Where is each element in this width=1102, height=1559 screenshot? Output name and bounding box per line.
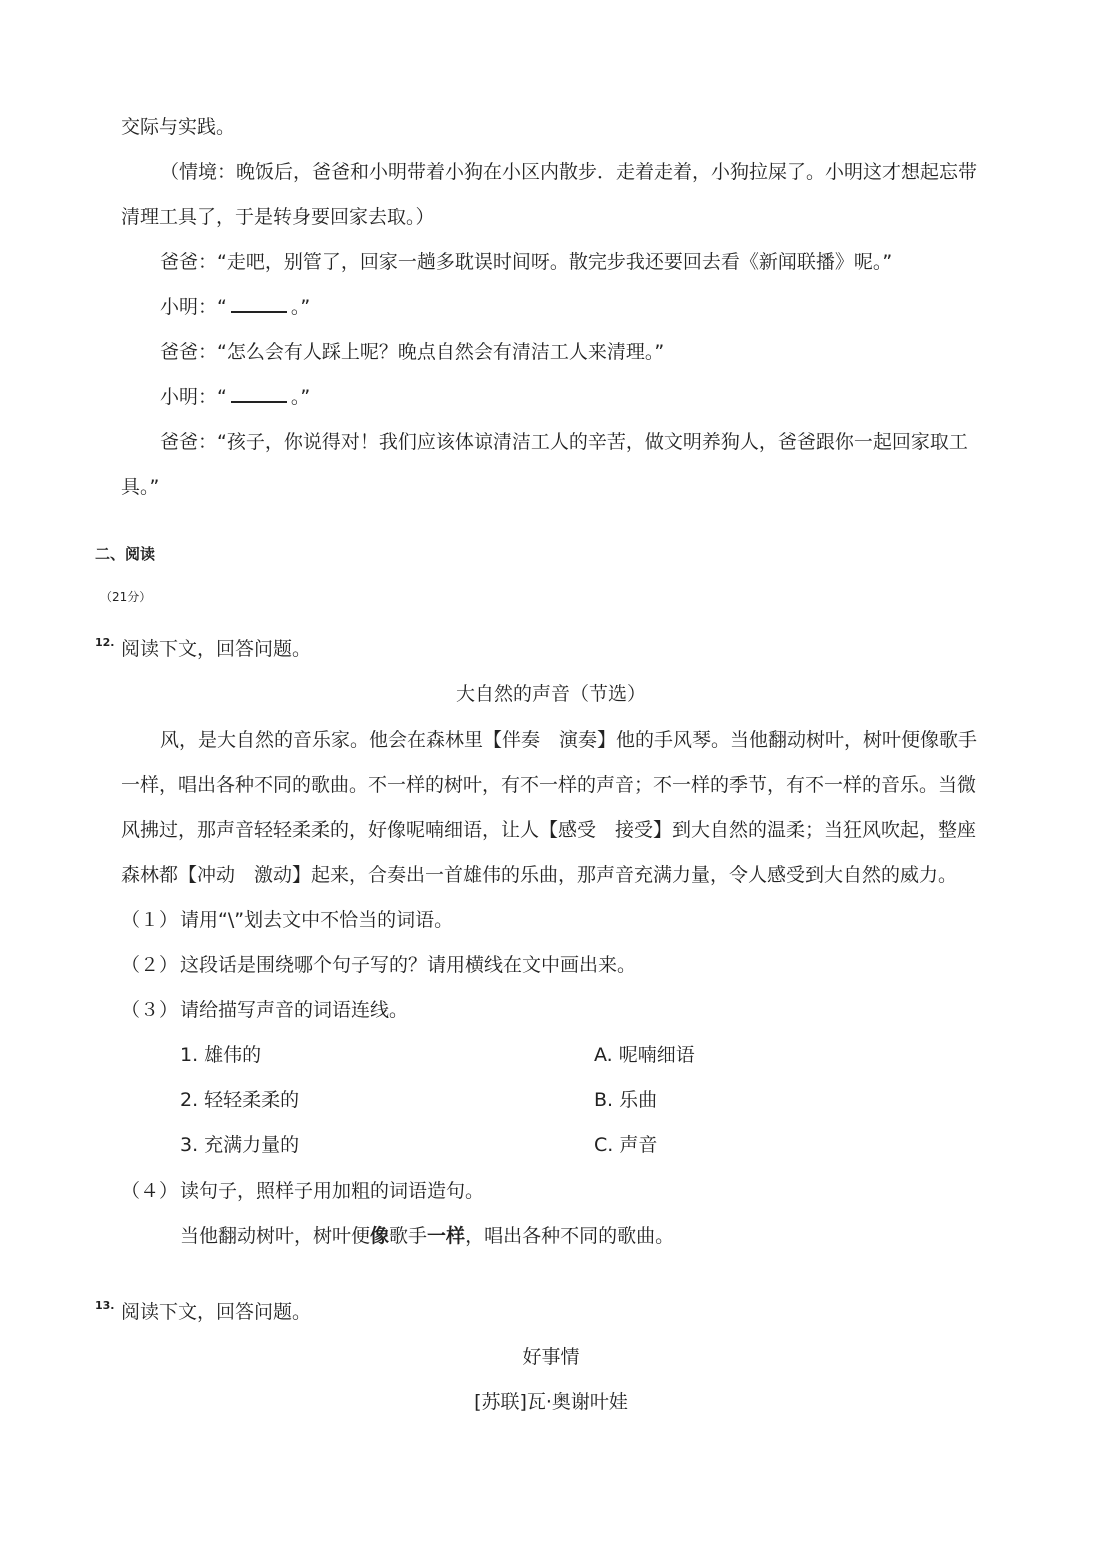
example-bold-word: 一样 xyxy=(427,1225,466,1247)
sub-question-1-number: （１） xyxy=(121,909,179,931)
sub-question-2-number: （２） xyxy=(121,954,179,976)
sub-question-1-text: 请用“\”划去文中不恰当的词语。 xyxy=(180,909,454,931)
example-text: ，唱出各种不同的歌曲。 xyxy=(465,1225,675,1247)
passage-line-1: 风，是大自然的音乐家。他会在森林里【伴奏 演奏】他的手风琴。当他翻动树叶，树叶便像歌手 xyxy=(160,729,978,751)
answer-blank[interactable] xyxy=(231,295,287,313)
passage-title: 大自然的声音（节选） xyxy=(455,683,646,705)
dialog-suffix: 。” xyxy=(290,296,311,318)
passage-line-4: 森林都【冲动 激动】起来，合奏出一首雄伟的乐曲，那声音充满力量，令人感受到大自然的威力。 xyxy=(121,864,958,886)
match-right-item: A. 呢喃细语 xyxy=(594,1044,695,1066)
match-right-item: C. 声音 xyxy=(594,1134,658,1156)
context-line-2: 清理工具了，于是转身要回家去取。） xyxy=(121,206,435,228)
sub-question-4-text: 读句子，照样子用加粗的词语造句。 xyxy=(180,1180,485,1202)
section-score: （21分） xyxy=(100,590,152,604)
dialog-xiaoming-2 xyxy=(160,385,310,409)
dialog-dad-1: 爸爸：“走吧，别管了，回家一趟多耽误时间呀。散完步我还要回去看《新闻联播》呢。” xyxy=(160,251,893,273)
dialog-xiaoming-1 xyxy=(160,295,310,319)
question-prompt: 阅读下文，回答问题。 xyxy=(121,638,312,660)
sub-question-3-text: 请给描写声音的词语连线。 xyxy=(180,999,409,1021)
sub-question-2-text: 这段话是围绕哪个句子写的？请用横线在文中画出来。 xyxy=(180,954,637,976)
section-title: 交际与实践。 xyxy=(121,116,236,138)
dialog-suffix: 。” xyxy=(290,386,311,408)
example-text: 歌手 xyxy=(389,1225,428,1247)
section-heading: 二、阅读 xyxy=(95,545,156,563)
answer-blank[interactable] xyxy=(231,385,287,403)
match-left-item: 1. 雄伟的 xyxy=(180,1044,262,1066)
passage-line-2: 一样，唱出各种不同的歌曲。不一样的树叶，有不一样的声音；不一样的季节，有不一样的音乐。当微 xyxy=(121,774,977,796)
dialog-prefix: 小明：“ xyxy=(160,296,227,318)
dialog-dad-2: 爸爸：“怎么会有人踩上呢？晚点自然会有清洁工人来清理。” xyxy=(160,341,665,363)
story-title: 好事情 xyxy=(522,1346,580,1368)
example-text: 当他翻动树叶，树叶便 xyxy=(180,1225,371,1247)
story-author: [苏联]瓦·奥谢叶娃 xyxy=(474,1391,628,1413)
dialog-dad-3-line-2: 具。” xyxy=(121,476,160,498)
sub-question-4-number: （４） xyxy=(121,1180,179,1202)
dialog-prefix: 小明：“ xyxy=(160,386,227,408)
question-number: 13. xyxy=(95,1299,115,1312)
passage-line-3: 风拂过，那声音轻轻柔柔的，好像呢喃细语，让人【感受 接受】到大自然的温柔；当狂风吹起，整座 xyxy=(121,819,977,841)
example-bold-word: 像 xyxy=(370,1225,390,1247)
question-prompt: 阅读下文，回答问题。 xyxy=(121,1301,312,1323)
sub-question-3-number: （３） xyxy=(121,999,179,1021)
question-number: 12. xyxy=(95,636,115,649)
match-left-item: 3. 充满力量的 xyxy=(180,1134,300,1156)
context-line-1: （情境：晚饭后，爸爸和小明带着小狗在小区内散步．走着走着，小狗拉屎了。小明这才想起忘带 xyxy=(160,161,978,183)
dialog-dad-3-line-1: 爸爸：“孩子，你说得对！我们应该体谅清洁工人的辛苦，做文明养狗人，爸爸跟你一起回家取工 xyxy=(160,431,968,453)
example-sentence xyxy=(180,1224,674,1248)
match-right-item: B. 乐曲 xyxy=(594,1089,658,1111)
match-left-item: 2. 轻轻柔柔的 xyxy=(180,1089,300,1111)
